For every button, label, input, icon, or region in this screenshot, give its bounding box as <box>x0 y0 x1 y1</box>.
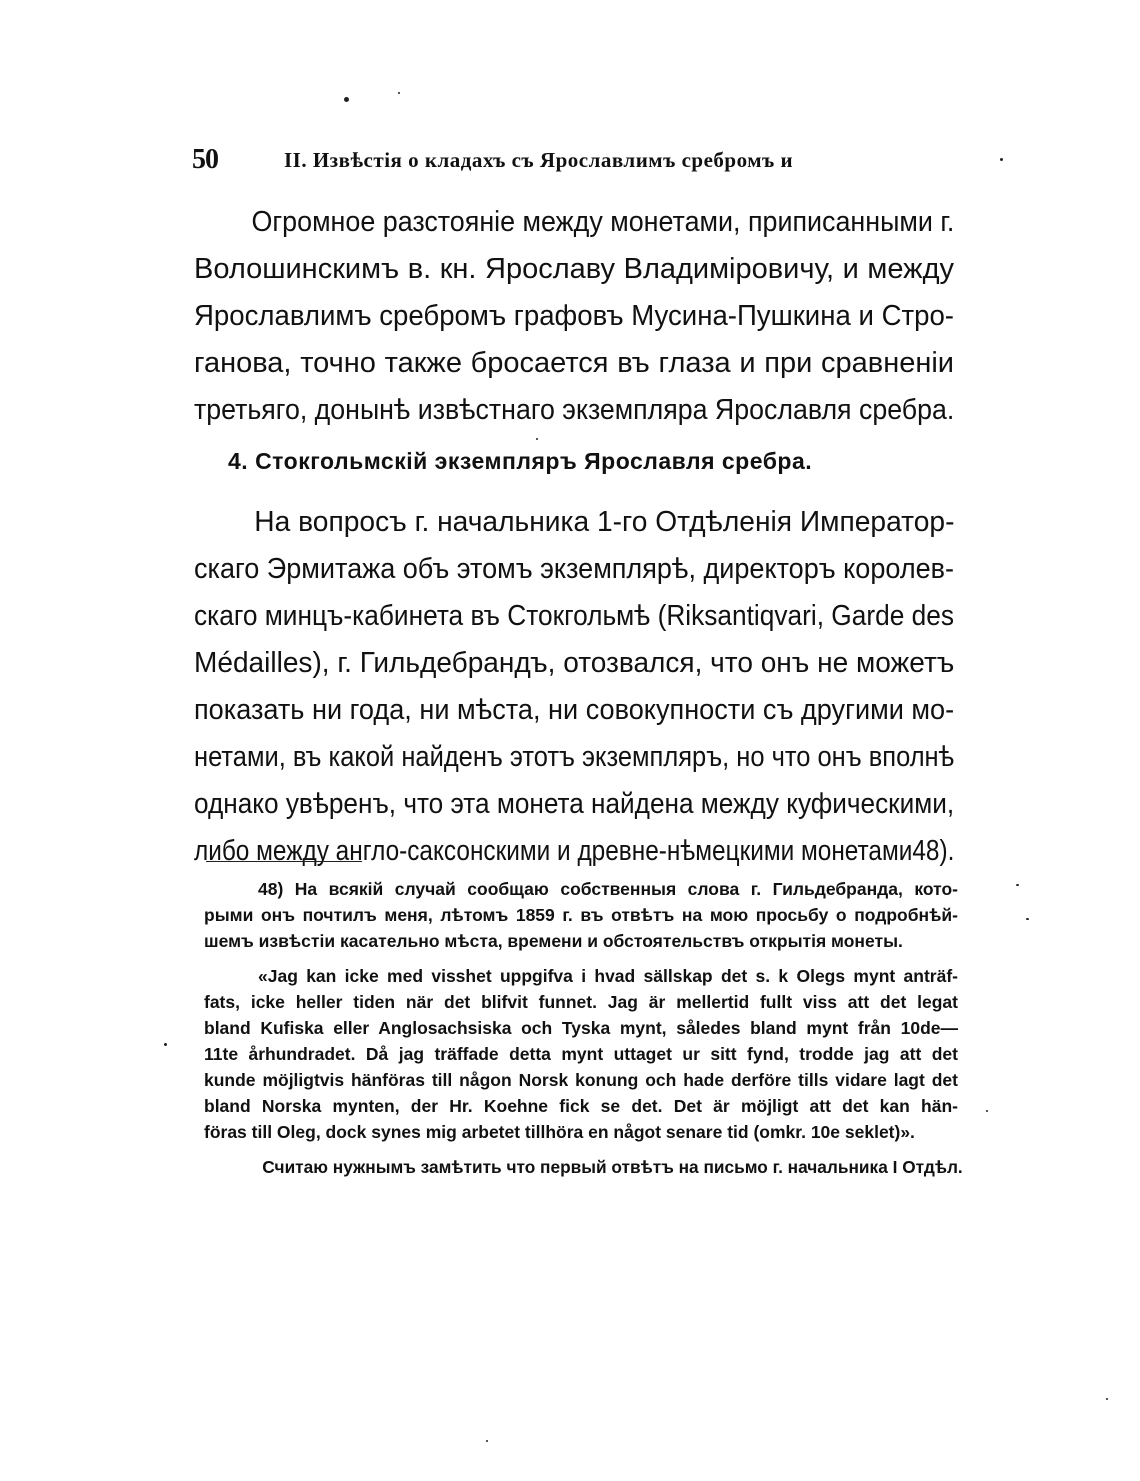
footnote-48-line: шемъ извѣстіи касательно мѣста, времени и обстоятельствъ открытія монеты. <box>204 931 903 951</box>
footnote-quote-line: bland Kufiska eller Anglosachsiska och Tyska mynt, således bland mynt från 10de— <box>204 1018 958 1038</box>
footnote-48-line: рыми онъ почтилъ меня, лѣтомъ 1859 г. въ отвѣтъ на мою просьбу о подробнѣй- <box>204 905 958 925</box>
page-number: 50 <box>192 144 218 175</box>
scan-speck <box>1106 1398 1108 1400</box>
paragraph-2-line: Médailles), г. Гильдебрандъ, отозвался, что онъ не можетъ <box>194 647 955 679</box>
paragraph-1-line: ганова, точно также бросается въ глаза и при сравненіи <box>194 347 954 379</box>
footnote-quote-line: 11te århundradet. Då jag träffade detta mynt uttaget ur sitt fynd, trodde jag att det <box>204 1044 958 1064</box>
paragraph-2-line: скаго минцъ-кабинета въ Стокгольмѣ (Riksantiqvari, Garde des <box>194 600 954 632</box>
scan-speck <box>1016 884 1019 886</box>
page-header <box>192 144 962 180</box>
paragraph-2-line: нетами, въ какой найденъ этотъ экземпляръ, но что онъ вполнѣ <box>194 741 955 773</box>
scan-speck <box>986 1110 988 1112</box>
footnote-divider <box>206 861 362 862</box>
footnote-48-line: 48) На всякій случай сообщаю собственныя слова г. Гильдебранда, кото- <box>258 879 958 899</box>
paragraph-2-line: показать ни года, ни мѣста, ни совокупности съ другими мо- <box>194 694 955 726</box>
scan-speck <box>1026 918 1029 920</box>
footnote-quote-line: kunde möjligtvis hänföras till någon Norsk konung och hade derföre tills vidare lagt det <box>204 1070 958 1090</box>
paragraph-2-line: однако увѣренъ, что эта монета найдена между куфическими, <box>194 788 955 820</box>
footnote-quote-line: föras till Oleg, dock synes mig arbetet tillhöra en något senare tid (omkr. 10e seklet)». <box>204 1122 915 1142</box>
paragraph-2-line: либо между англо-саксонскими и древне-нѣмецкими монетами48). <box>194 835 955 867</box>
footnote-quote-line: fats, icke heller tiden när det blifvit funnet. Jag är mellertid fullt viss att det legat <box>204 992 958 1012</box>
paragraph-1-line: Огромное разстояніе между монетами, приписанными г. <box>251 206 955 238</box>
scan-speck <box>486 1440 488 1442</box>
paragraph-2-line: На вопросъ г. начальника 1-го Отдѣленія Император- <box>254 506 955 538</box>
paragraph-2-line: скаго Эрмитажа объ этомъ экземплярѣ, директоръ королев- <box>194 553 955 585</box>
section-heading: 4. Стокгольмскій экземпляръ Ярославля сребра. <box>228 448 813 474</box>
footnote-quote-line: «Jag kan icke med visshet uppgifva i hvad sällskap det s. k Olegs mynt anträf- <box>258 966 958 986</box>
scan-speck <box>398 92 400 94</box>
paragraph-1 <box>194 199 954 434</box>
paragraph-1-line: Волошинскимъ в. кн. Ярославу Владиміровичу, и между <box>194 253 954 285</box>
paragraph-1-line: Ярославлимъ сребромъ графовъ Мусина-Пушкина и Стро- <box>194 300 955 332</box>
footnote-closing-line: Считаю нужнымъ замѣтить что первый отвѣтъ на письмо г. начальника I Отдѣл. <box>262 1157 963 1177</box>
footnote-quote-line: bland Norska mynten, der Hr. Koehne fick se det. Det är möjligt att det kan hän- <box>204 1096 958 1116</box>
scan-speck <box>536 438 538 440</box>
footnotes <box>204 876 963 1180</box>
paragraph-1-line: третьяго, донынѣ извѣстнаго экземпляра Ярославля сребра. <box>194 394 955 426</box>
scan-speck <box>344 97 349 102</box>
paragraph-2 <box>194 499 954 875</box>
running-title: II. Извѣстія о кладахъ съ Ярославлимъ сребромъ и <box>284 148 794 172</box>
scan-speck <box>1000 158 1003 161</box>
scan-speck <box>164 1043 167 1046</box>
